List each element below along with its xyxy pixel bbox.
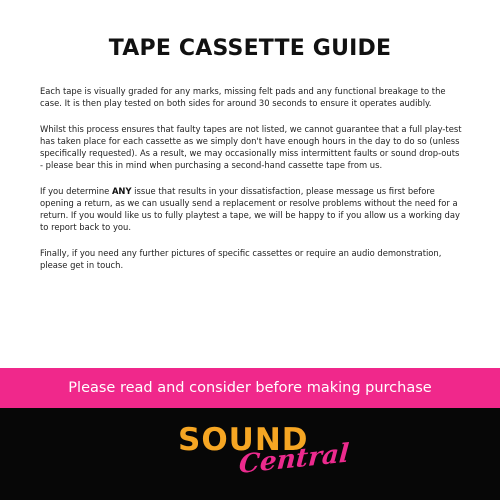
paragraph-grading: Each tape is visually graded for any marks, missing felt pads and any functional breakage to the case. It is then play tested on both sides for around 30 seconds to ensure it operates audibly. [40,86,446,108]
notice-banner-text: Please read and consider before making purchase [68,380,432,396]
logo-word-sound: SOUND [178,422,309,458]
returns-emphasis: ANY [111,186,132,196]
sound-central-logo [175,422,351,490]
guide-body [40,85,462,285]
logo-word-central: Central [237,438,351,480]
returns-text-end: issue that results in your dissatisfaction, please message us first before opening a return, as we can usually send a replacement or resolve problems without the need for a return. If you would like us to fully playtest a tape, we will be happy to if you allow us a working day to report back to you. [40,186,460,232]
page-title: TAPE CASSETTE GUIDE [108,36,392,61]
brand-footer [0,408,500,500]
notice-banner [0,368,500,408]
returns-text-start: If you determine [40,186,112,196]
paragraph-returns [40,185,462,233]
paragraph-contact: Finally, if you need any further pictures of specific cassettes or require an audio demonstration, please get in touch. [40,248,442,270]
paragraph-playtest: Whilst this process ensures that faulty tapes are not listed, we cannot guarantee that a full play-test has taken place for each cassette as we simply don't have enough hours in the day to do so (unless specifically requested). As a result, we may occasionally miss intermittent faults or sound drop-outs - please bear this in mind when purchasing a second-hand cassette tape from us. [40,124,462,170]
